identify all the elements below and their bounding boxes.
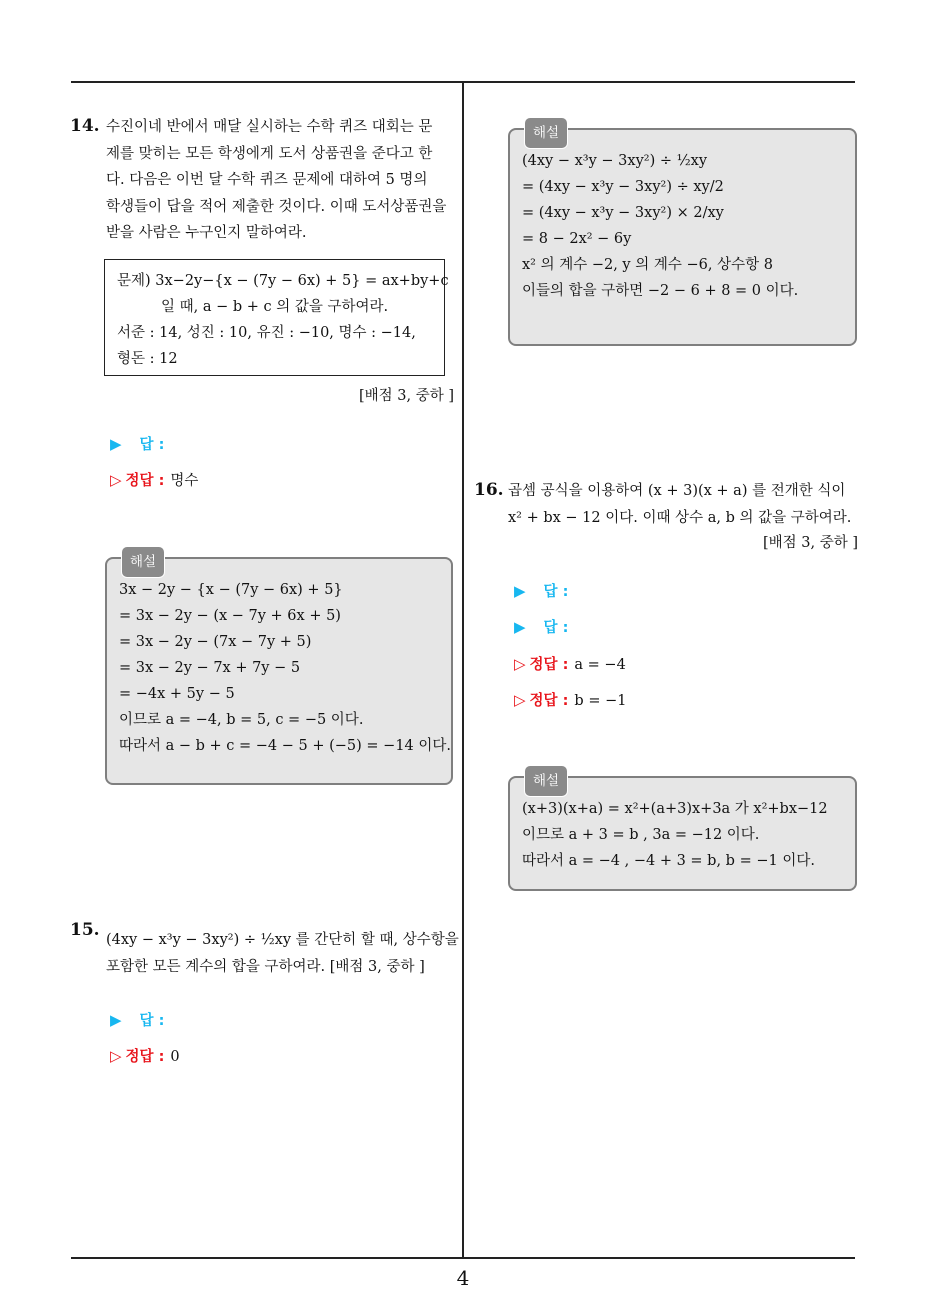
question-15-answer-row[interactable] <box>110 1009 164 1030</box>
correct-value: b = −1 <box>574 693 627 709</box>
box-line: 문제) 3x−2y−{x − (7y − 6x) + 5} = ax+by+c <box>117 273 449 289</box>
question-16-correct-row-2 <box>514 689 626 710</box>
solution-line: = 3x − 2y − (7x − 7y + 5) <box>119 634 312 650</box>
text-line: 수진이네 반에서 매달 실시하는 수학 퀴즈 대회는 문 <box>106 119 433 135</box>
solution-line: 따라서 a = −4 , −4 + 3 = b, b = −1 이다. <box>522 853 815 869</box>
triangle-outline-icon: ▷ <box>110 471 122 489</box>
page-number: 4 <box>456 1266 470 1290</box>
answer-label: 답 : <box>139 437 165 453</box>
correct-label: 정답 : <box>529 657 569 673</box>
triangle-outline-icon: ▷ <box>110 1047 122 1065</box>
box-line: 형돈 : 12 <box>117 351 178 367</box>
solution-line: = 3x − 2y − (x − 7y + 6x + 5) <box>119 608 341 624</box>
play-icon: ▶ <box>514 582 526 600</box>
solution-line: 이므로 a + 3 = b , 3a = −12 이다. <box>522 827 760 843</box>
text-line: 포함한 모든 계수의 합을 구하여라. [배점 3, 중하 ] <box>106 958 425 975</box>
triangle-outline-icon: ▷ <box>514 691 526 709</box>
correct-label: 정답 : <box>125 1049 165 1065</box>
text-line: 학생들이 답을 적어 제출한 것이다. 이때 도서상품권을 <box>106 198 447 215</box>
question-14-solution-box <box>105 554 453 785</box>
question-14-answer-row[interactable] <box>110 433 164 454</box>
question-16-score: [배점 3, 중하 ] <box>762 535 858 551</box>
box-line: 일 때, a − b + c 의 값을 구하여라. <box>161 299 389 315</box>
box-line: 서준 : 14, 성진 : 10, 유진 : −10, 명수 : −14, <box>117 325 416 341</box>
question-16-answer-row-1[interactable] <box>514 580 568 601</box>
solution-line: = 8 − 2x² − 6y <box>522 231 632 247</box>
correct-value: 명수 <box>170 473 199 489</box>
column-divider <box>462 83 464 1259</box>
solution-line: = (4xy − x³y − 3xy²) ÷ xy/2 <box>522 179 724 195</box>
solution-line: (4xy − x³y − 3xy²) ÷ ½xy <box>522 153 708 169</box>
solution-line: (x+3)(x+a) = x²+(a+3)x+3a 가 x²+bx−12 <box>522 801 828 817</box>
question-16-number: 16. <box>474 480 504 500</box>
text-line: 받을 사람은 누구인지 말하여라. <box>106 225 307 241</box>
text-line: 다. 다음은 이번 달 수학 퀴즈 문제에 대하여 5 명의 <box>106 172 428 188</box>
correct-label: 정답 : <box>529 693 569 709</box>
question-14-problem-box <box>104 259 449 376</box>
play-icon: ▶ <box>110 1011 122 1029</box>
solution-line: 이들의 합을 구하면 −2 − 6 + 8 = 0 이다. <box>522 283 799 299</box>
solution-line: = (4xy − x³y − 3xy²) × 2/xy <box>522 205 724 221</box>
question-16-correct-row-1 <box>514 653 626 674</box>
solution-tag: 해설 <box>121 546 165 578</box>
play-icon: ▶ <box>110 435 122 453</box>
answer-label: 답 : <box>543 620 569 636</box>
bottom-rule <box>71 1257 855 1259</box>
solution-line: 이므로 a = −4, b = 5, c = −5 이다. <box>119 712 364 728</box>
play-icon: ▶ <box>514 618 526 636</box>
answer-label: 답 : <box>139 1013 165 1029</box>
question-15-text <box>106 927 459 980</box>
solution-line: x² 의 계수 −2, y 의 계수 −6, 상수항 8 <box>522 257 773 273</box>
question-16-answer-row-2[interactable] <box>514 616 568 637</box>
question-16-text <box>508 478 858 531</box>
text-line: 곱셈 공식을 이용하여 (x + 3)(x + a) 를 전개한 식이 <box>508 483 846 499</box>
question-16-solution-box <box>508 773 857 891</box>
question-15-correct-row <box>110 1045 180 1066</box>
correct-value: a = −4 <box>574 657 626 673</box>
question-14-text <box>106 114 454 247</box>
question-14-correct-row <box>110 469 198 490</box>
text-line: x² + bx − 12 이다. 이때 상수 a, b 의 값을 구하여라. <box>508 509 852 526</box>
correct-label: 정답 : <box>125 473 165 489</box>
text-line: (4xy − x³y − 3xy²) ÷ ½xy 를 간단히 할 때, 상수항을 <box>106 932 459 948</box>
correct-value: 0 <box>170 1049 180 1065</box>
solution-tag: 해설 <box>524 765 568 797</box>
text-line: 제를 맞히는 모든 학생에게 도서 상품권을 준다고 한 <box>106 145 433 162</box>
question-15-number: 15. <box>70 920 100 940</box>
answer-label: 답 : <box>543 584 569 600</box>
solution-line: = −4x + 5y − 5 <box>119 686 235 702</box>
question-14-score: [배점 3, 중하 ] <box>358 388 454 404</box>
solution-line: 따라서 a − b + c = −4 − 5 + (−5) = −14 이다. <box>119 738 452 754</box>
question-15-solution-box <box>508 125 857 346</box>
triangle-outline-icon: ▷ <box>514 655 526 673</box>
question-14-number: 14. <box>70 116 100 136</box>
solution-line: 3x − 2y − {x − (7y − 6x) + 5} <box>119 582 343 598</box>
solution-tag: 해설 <box>524 117 568 149</box>
solution-line: = 3x − 2y − 7x + 7y − 5 <box>119 660 301 676</box>
